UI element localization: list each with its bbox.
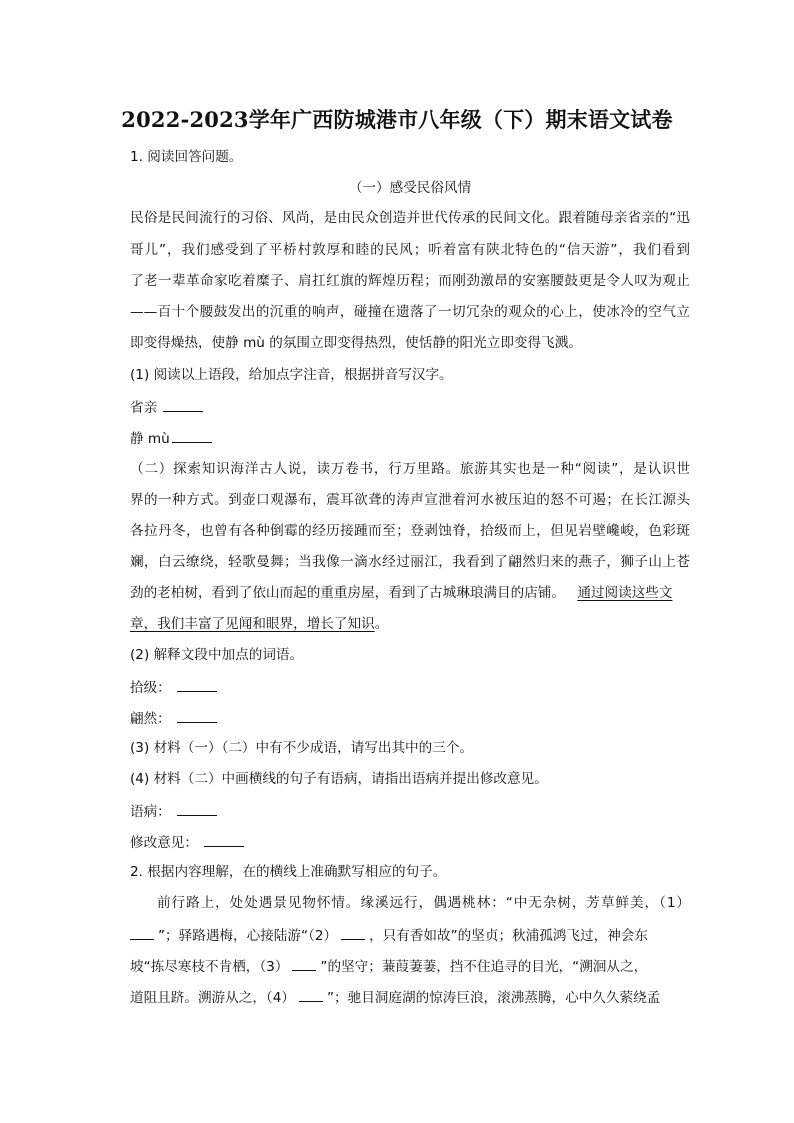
sub-question-3: (3) 材料（一）（二）中有不少成语，请写出其中的三个。 <box>130 740 474 756</box>
answer-label: 翩然： <box>130 711 171 727</box>
sub-question-2: (2) 解释文段中加点的词语。 <box>130 647 304 663</box>
answer-row-1 <box>130 397 690 418</box>
paragraph-1-line: ——百十个腰鼓发出的沉重的响声，碰撞在遗落了一切冗杂的观众的心上，使冰冷的空气立 <box>130 304 690 320</box>
paragraph-2-line: （二）探索知识海洋古人说，读万卷书，行万里路。旅游其实也是一种“阅读”，是认识世 <box>130 461 690 477</box>
question-2-line: 前行路上，处处遇景见物怀情。缘溪远行，偶遇桃林：“中无杂树，芳草鲜美，（1） <box>157 895 690 911</box>
fill-blank-1[interactable] <box>130 925 154 940</box>
paragraph-2-line <box>130 583 690 603</box>
question-2-text: 坡“拣尽寒枝不肯栖，（3） <box>130 959 289 975</box>
answer-row-2 <box>130 428 690 449</box>
answer-blank[interactable] <box>163 397 203 412</box>
answer-blank[interactable] <box>204 832 244 847</box>
question-2-text: ，只有香如故”的坚贞；秋浦孤鸿飞过，神会东 <box>369 928 648 944</box>
fill-blank-4[interactable] <box>299 987 323 1002</box>
underlined-sentence: 通过阅读这些文 <box>577 585 673 601</box>
paragraph-2-line: 界的一种方式。到壶口观瀑布，震耳欲聋的涛声宣泄着河水被压迫的怒不可遏；在长江源头 <box>130 492 690 508</box>
fill-blank-3[interactable] <box>292 956 316 971</box>
question-2-line <box>130 956 690 977</box>
answer-row-3 <box>130 677 690 698</box>
paragraph-2-line: 斓，白云缭绕，轻歌曼舞；当我像一滴水经过丽江，我看到了翩然归来的燕子，狮子山上苍 <box>130 554 690 570</box>
question-2-text: ”；驿路遇梅，心接陆游“（2） <box>158 928 338 944</box>
section-1-heading: （一）感受民俗风情 <box>348 180 472 196</box>
sentence-end: 。 <box>374 616 389 632</box>
question-2-text: 道阻且跻。溯游从之，（4） <box>130 990 295 1006</box>
answer-blank[interactable] <box>177 677 217 692</box>
answer-row-4 <box>130 708 690 729</box>
sub-question-1: (1) 阅读以上语段，给加点字注音，根据拼音写汉字。 <box>130 367 453 383</box>
answer-label: 静 mù <box>130 431 170 447</box>
answer-label: 拾级： <box>130 680 171 696</box>
paragraph-1-line: 即变得燥热，使静 mù 的氛围立即变得热烈，使恬静的阳光立即变得飞溅。 <box>130 335 582 351</box>
paragraph-1-line: 了老一辈革命家吃着糜子、肩扛红旗的辉煌历程；而刚劲激昂的安塞腰鼓更是令人叹为观止 <box>130 273 690 289</box>
question-1-intro: 1. 阅读回答问题。 <box>130 149 243 165</box>
answer-row-5 <box>130 801 690 822</box>
question-2-line <box>130 925 690 946</box>
page-title: 2022-2023学年广西防城港市八年级（下）期末语文试卷 <box>121 107 673 132</box>
answer-blank[interactable] <box>177 708 217 723</box>
paragraph-1-line: 民俗是民间流行的习俗、风尚，是由民众创造并世代传承的民间文化。跟着随母亲省亲的“迅 <box>130 210 690 226</box>
paragraph-2-line: 各拉丹冬，也曾有各种倒霉的经历接踵而至；登剥蚀脊，拾级而上，但见岩壁巉峻，色彩斑 <box>130 523 690 539</box>
sub-question-4: (4) 材料（二）中画横线的句子有语病，请指出语病并提出修改意见。 <box>130 771 548 787</box>
answer-row-6 <box>130 832 690 853</box>
paragraph-2-text: 劲的老柏树，看到了依山而起的重重房屋，看到了古城琳琅满目的店铺。 <box>130 585 565 601</box>
answer-blank[interactable] <box>177 801 217 816</box>
fill-blank-2[interactable] <box>341 925 365 940</box>
paragraph-1-line: 哥儿”，我们感受到了平桥村敦厚和睦的民风；听着富有陕北特色的“信天游”，我们看到 <box>130 242 690 258</box>
answer-label: 修改意见： <box>130 835 198 851</box>
question-2-line <box>130 987 690 1008</box>
question-2-text: ”的坚守；蒹葭萋萋，挡不住追寻的目光，“溯洄从之， <box>320 959 648 975</box>
underlined-sentence: 章，我们丰富了见闻和眼界，增长了知识 <box>130 616 375 632</box>
paragraph-2-line <box>130 614 690 634</box>
question-2-intro: 2. 根据内容理解，在的横线上准确默写相应的句子。 <box>130 864 447 880</box>
answer-label: 省亲 <box>130 400 158 416</box>
answer-blank[interactable] <box>172 428 212 443</box>
answer-label: 语病： <box>130 804 171 820</box>
question-2-text: ”；驰目洞庭湖的惊涛巨浪，滚沸蒸腾，心中久久萦绕孟 <box>326 990 661 1006</box>
